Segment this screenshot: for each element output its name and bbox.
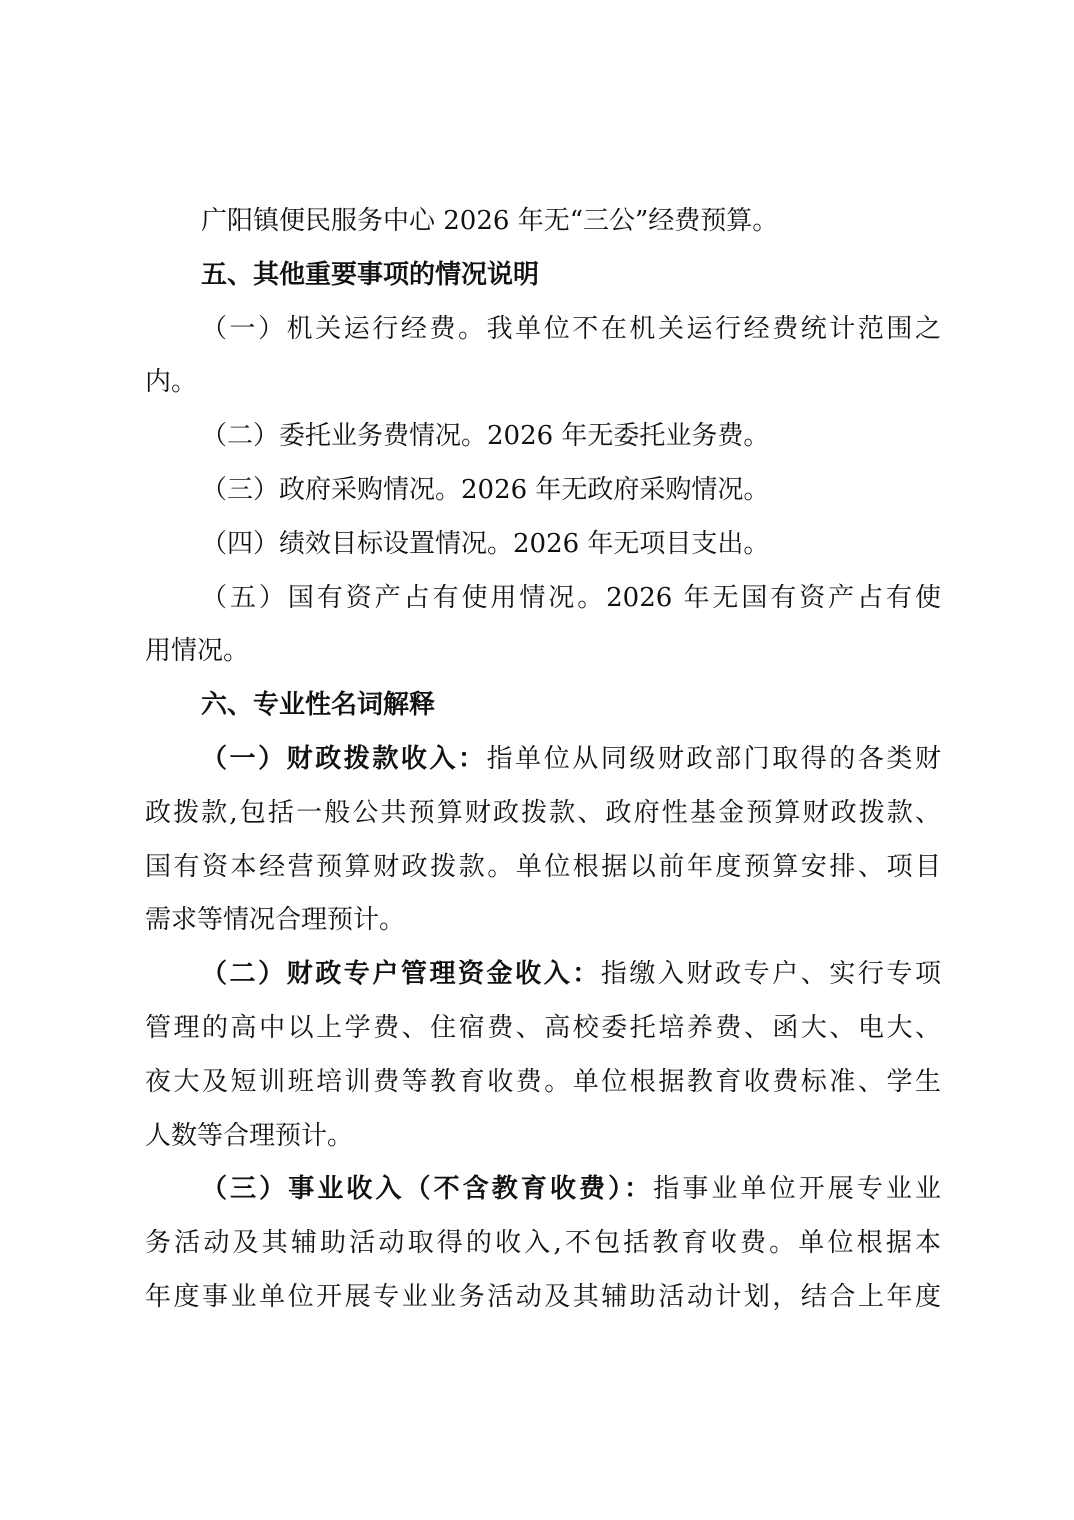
- item-5-line-2: 用情况。: [145, 636, 250, 667]
- term-3-line-3: 年度事业单位开展专业业务活动及其辅助活动计划，结合上年度: [145, 1281, 941, 1312]
- term-1-line-3: 国有资本经营预算财政拨款。单位根据以前年度预算安排、项目: [145, 851, 941, 882]
- term-1-title: （一）财政拨款收入：: [201, 743, 487, 774]
- section-heading-5: 五、其他重要事项的情况说明: [201, 259, 540, 290]
- item-5-line-1: （五）国有资产占有使用情况。2026 年无国有资产占有使: [201, 582, 941, 613]
- item-3: （三）政府采购情况。2026 年无政府采购情况。: [201, 474, 770, 505]
- item-1-line-1: （一）机关运行经费。我单位不在机关运行经费统计范围之: [201, 313, 941, 344]
- item-4: （四）绩效目标设置情况。2026 年无项目支出。: [201, 528, 770, 559]
- term-2-line-2: 管理的高中以上学费、住宿费、高校委托培养费、函大、电大、: [145, 1012, 941, 1043]
- term-2-line-1: [145, 948, 941, 1002]
- term-2-title: （二）财政专户管理资金收入：: [201, 959, 601, 990]
- term-1-line-2: 政拨款,包括一般公共预算财政拨款、政府性基金预算财政拨款、: [145, 797, 941, 828]
- term-1-line-1: [145, 733, 941, 787]
- term-1-text: 指单位从同级财政部门取得的各类财: [486, 743, 941, 774]
- term-2-line-4: 人数等合理预计。: [145, 1120, 354, 1151]
- paragraph-three-public-expenses: 广阳镇便民服务中心 2026 年无“三公”经费预算。: [201, 206, 779, 236]
- term-3-title: （三）事业收入（不含教育收费）：: [201, 1174, 654, 1205]
- item-2: （二）委托业务费情况。2026 年无委托业务费。: [201, 421, 770, 452]
- term-3-line-1: [145, 1163, 941, 1217]
- document-page: [145, 195, 941, 1325]
- term-1-line-4: 需求等情况合理预计。: [145, 905, 406, 936]
- item-1-line-2: 内。: [145, 367, 198, 398]
- section-heading-6: 六、专业性名词解释: [201, 690, 436, 721]
- term-3-line-2: 务活动及其辅助活动取得的收入,不包括教育收费。单位根据本: [145, 1228, 941, 1259]
- term-2-line-3: 夜大及短训班培训费等教育收费。单位根据教育收费标准、学生: [145, 1066, 941, 1097]
- term-3-text: 指事业单位开展专业业: [653, 1174, 941, 1205]
- term-2-text: 指缴入财政专户、实行专项: [600, 959, 941, 990]
